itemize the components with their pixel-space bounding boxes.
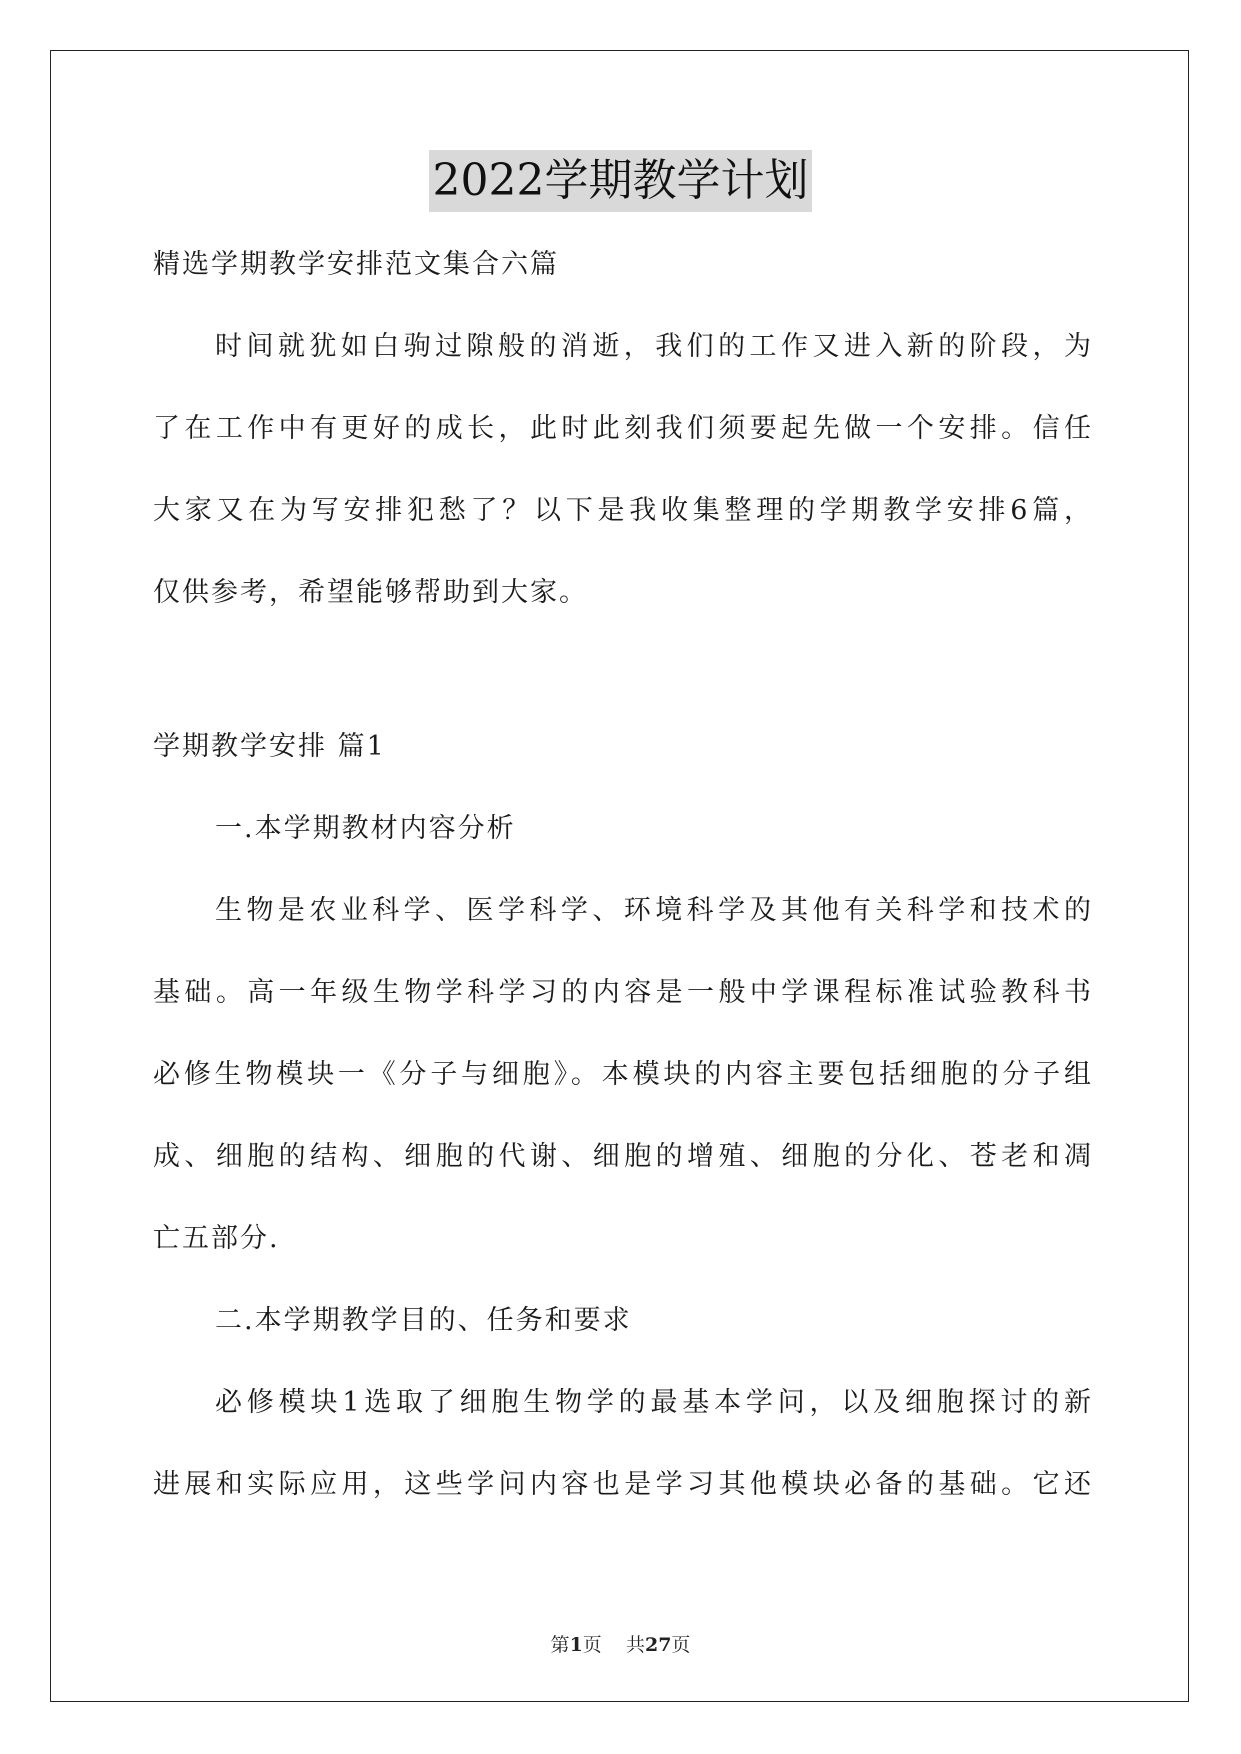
part1-heading: 一.本学期教材内容分析 <box>215 813 516 844</box>
title-container <box>0 150 1241 212</box>
footer-suffix: 页 <box>671 1634 691 1656</box>
part1-line: 基础。高一年级生物学科学习的内容是一般中学课程标准试验教科书 <box>153 977 1093 1008</box>
part1-line: 成、细胞的结构、细胞的代谢、细胞的增殖、细胞的分化、苍老和凋 <box>153 1141 1093 1172</box>
part2-heading: 二.本学期教学目的、任务和要求 <box>215 1305 632 1336</box>
footer-page-number: 1 <box>569 1634 583 1656</box>
part2-line: 进展和实际应用，这些学问内容也是学习其他模块必备的基础。它还 <box>153 1469 1093 1500</box>
part1-line: 必修生物模块一《分子与细胞》。本模块的内容主要包括细胞的分子组 <box>153 1059 1093 1090</box>
part1-line: 亡五部分. <box>153 1223 280 1254</box>
document-body <box>153 233 1093 1535</box>
document-title: 2022学期教学计划 <box>429 150 813 212</box>
intro-line: 仅供参考，希望能够帮助到大家。 <box>153 577 588 608</box>
part2-line: 必修模块1选取了细胞生物学的最基本学问，以及细胞探讨的新 <box>215 1387 1093 1418</box>
subtitle: 精选学期教学安排范文集合六篇 <box>153 249 559 280</box>
footer-mid: 页 共 <box>582 1634 645 1656</box>
footer-prefix: 第 <box>550 1634 570 1656</box>
part1-line: 生物是农业科学、医学科学、环境科学及其他有关科学和技术的 <box>215 895 1093 926</box>
intro-line: 时间就犹如白驹过隙般的消逝，我们的工作又进入新的阶段，为 <box>215 331 1093 362</box>
page-footer <box>0 1630 1241 1657</box>
intro-line: 大家又在为写安排犯愁了？以下是我收集整理的学期教学安排6篇， <box>153 495 1093 526</box>
section-spacer <box>153 643 1093 715</box>
intro-line: 了在工作中有更好的成长，此时此刻我们须要起先做一个安排。信任 <box>153 413 1093 444</box>
footer-total-pages: 27 <box>644 1634 672 1656</box>
section-heading: 学期教学安排 篇1 <box>153 731 386 762</box>
